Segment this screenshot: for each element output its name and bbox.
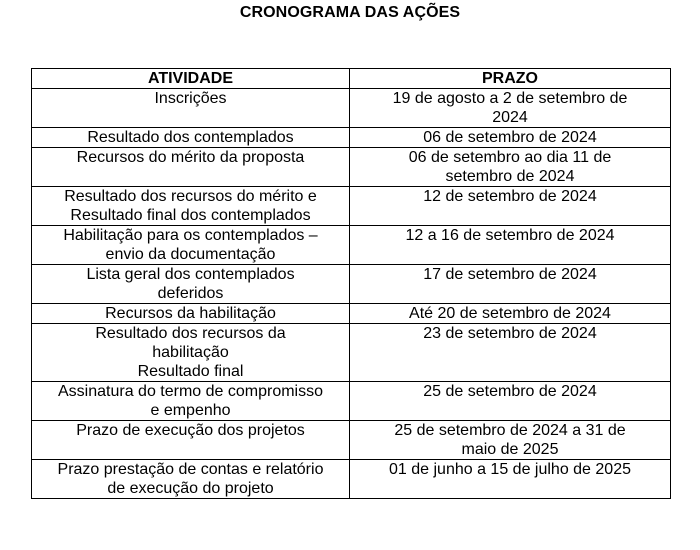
deadline-cell bbox=[350, 226, 671, 265]
activity-cell bbox=[32, 265, 350, 304]
table-row bbox=[32, 382, 671, 421]
schedule-table-body bbox=[32, 89, 671, 499]
deadline-cell bbox=[350, 187, 671, 226]
deadline-cell bbox=[350, 460, 671, 499]
activity-text: de execução do projeto bbox=[107, 480, 274, 497]
activity-cell bbox=[32, 324, 350, 382]
deadline-text: 06 de setembro ao dia 11 de bbox=[408, 149, 612, 166]
table-row bbox=[32, 304, 671, 324]
activity-text: Habilitação para os contemplados – bbox=[63, 227, 318, 244]
activity-cell bbox=[32, 128, 350, 148]
activity-cell bbox=[32, 89, 350, 128]
activity-cell bbox=[32, 304, 350, 324]
deadline-cell bbox=[350, 304, 671, 324]
table-row bbox=[32, 226, 671, 265]
activity-text: Prazo prestação de contas e relatório bbox=[57, 461, 324, 478]
table-row bbox=[32, 324, 671, 382]
activity-text: Resultado final dos contemplados bbox=[70, 207, 311, 224]
activity-text: Resultado final bbox=[137, 363, 244, 380]
activity-text: Recursos da habilitação bbox=[105, 305, 276, 322]
activity-text: Resultado dos contemplados bbox=[87, 129, 294, 146]
deadline-cell bbox=[350, 265, 671, 304]
deadline-text: 2024 bbox=[492, 109, 528, 126]
activity-text: e empenho bbox=[150, 402, 231, 419]
table-row bbox=[32, 421, 671, 460]
table-row bbox=[32, 265, 671, 304]
activity-text: Recursos do mérito da proposta bbox=[76, 149, 305, 166]
activity-cell bbox=[32, 148, 350, 187]
table-row bbox=[32, 460, 671, 499]
column-header-deadline: PRAZO bbox=[350, 69, 671, 89]
activity-cell bbox=[32, 226, 350, 265]
activity-text: Resultado dos recursos do mérito e bbox=[64, 188, 317, 205]
deadline-text: maio de 2025 bbox=[461, 441, 559, 458]
deadline-cell bbox=[350, 148, 671, 187]
activity-cell bbox=[32, 187, 350, 226]
deadline-cell bbox=[350, 421, 671, 460]
table-row bbox=[32, 89, 671, 128]
deadline-text: 23 de setembro de 2024 bbox=[423, 325, 597, 342]
activity-text: Resultado dos recursos da bbox=[95, 325, 286, 342]
table-row bbox=[32, 187, 671, 226]
deadline-text: 25 de setembro de 2024 a 31 de bbox=[394, 422, 626, 439]
deadline-cell bbox=[350, 89, 671, 128]
page-title: CRONOGRAMA DAS AÇÕES bbox=[239, 4, 461, 21]
activity-cell bbox=[32, 460, 350, 499]
activity-cell bbox=[32, 382, 350, 421]
deadline-text: 01 de junho a 15 de julho de 2025 bbox=[389, 461, 631, 478]
deadline-text: Até 20 de setembro de 2024 bbox=[409, 305, 611, 322]
activity-text: deferidos bbox=[157, 285, 224, 302]
deadline-text: 06 de setembro de 2024 bbox=[423, 129, 597, 146]
activity-cell bbox=[32, 421, 350, 460]
activity-text: Inscrições bbox=[154, 90, 227, 107]
deadline-text: 12 a 16 de setembro de 2024 bbox=[405, 227, 615, 244]
activity-text: Prazo de execução dos projetos bbox=[76, 422, 305, 439]
activity-text: Lista geral dos contemplados bbox=[86, 266, 295, 283]
deadline-text: setembro de 2024 bbox=[445, 168, 575, 185]
table-row bbox=[32, 148, 671, 187]
table-row bbox=[32, 128, 671, 148]
deadline-cell bbox=[350, 324, 671, 382]
deadline-cell bbox=[350, 128, 671, 148]
activity-text: Assinatura do termo de compromisso bbox=[58, 383, 323, 400]
deadline-text: 12 de setembro de 2024 bbox=[423, 188, 597, 205]
activity-text: habilitação bbox=[152, 344, 229, 361]
activity-text: envio da documentação bbox=[105, 246, 276, 263]
deadline-text: 25 de setembro de 2024 bbox=[423, 383, 597, 400]
deadline-text: 17 de setembro de 2024 bbox=[423, 266, 597, 283]
deadline-cell bbox=[350, 382, 671, 421]
deadline-text: 19 de agosto a 2 de setembro de bbox=[392, 90, 628, 107]
schedule-table bbox=[31, 68, 671, 499]
table-header-row bbox=[32, 69, 671, 89]
column-header-activity: ATIVIDADE bbox=[32, 69, 350, 89]
